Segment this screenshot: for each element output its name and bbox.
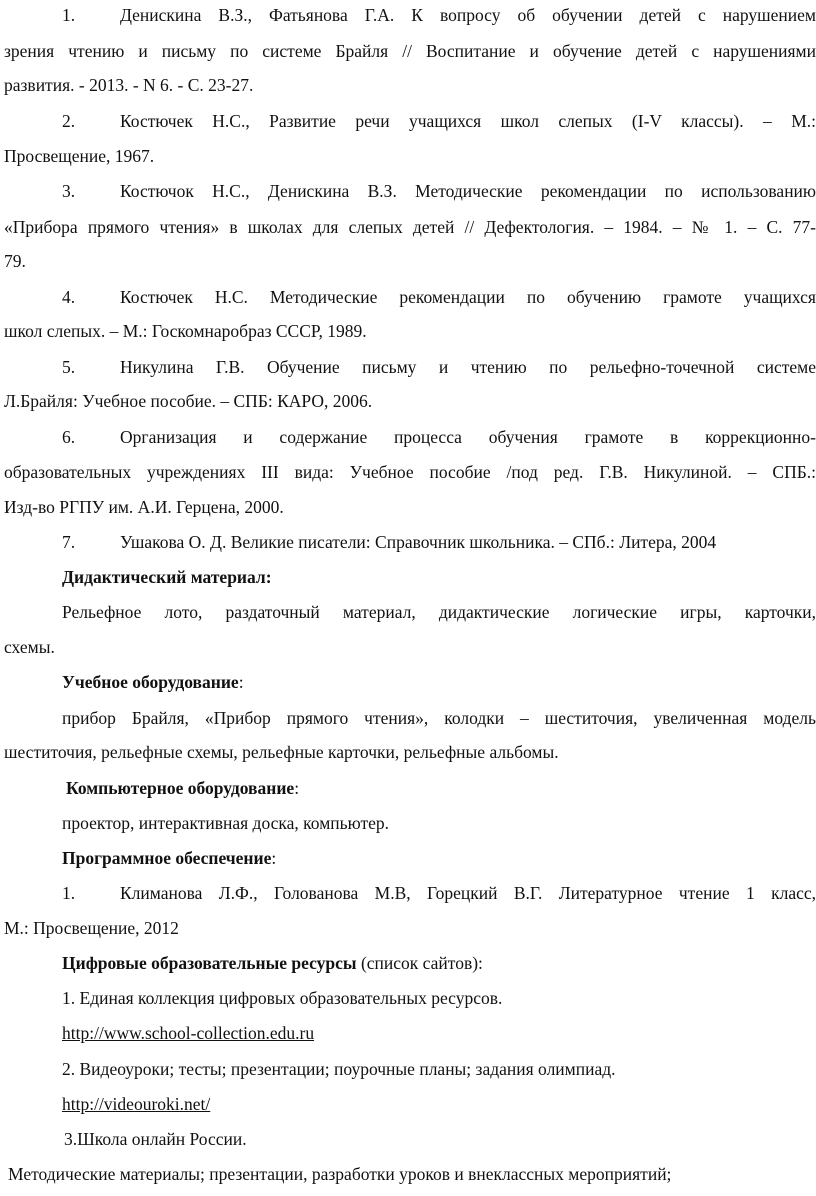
ref-6-line-3: Изд-во РГПУ им. А.И. Герцена, 2000. — [4, 497, 284, 517]
videouroki-link[interactable]: http://videouroki.net/ — [62, 1094, 211, 1114]
equipment-line-2: шеститочия, рельефные схемы, рельефные карточки, рельефные альбомы. — [4, 742, 559, 762]
software-item-line-2: М.: Просвещение, 2012 — [4, 918, 179, 938]
ref-4-line-1: Костючек Н.С. Методические рекомендации по обучению грамоте учащихся — [120, 287, 816, 307]
ref-7-line-1: Ушакова О. Д. Великие писатели: Справочник школьника. – СПб.: Литера, 2004 — [120, 532, 717, 552]
didactic-line-1: Рельефное лото, раздаточный материал, дидактические логические игры, карточки, — [62, 602, 816, 622]
ref-2-number: 2. — [62, 111, 76, 131]
ref-3-number: 3. — [62, 181, 76, 201]
school-collection-link[interactable]: http://www.school-collection.edu.ru — [62, 1023, 315, 1043]
computer-line-1: проектор, интерактивная доска, компьютер. — [62, 813, 389, 833]
ref-5-number: 5. — [62, 357, 76, 377]
didactic-line-2: схемы. — [4, 637, 55, 657]
didactic-heading: Дидактический материал: — [62, 567, 272, 587]
digital-item-2: 2. Видеоуроки; тесты; презентации; поурочные планы; задания олимпиад. — [62, 1059, 616, 1079]
ref-6-line-1: Организация и содержание процесса обучения грамоте в коррекционно- — [120, 427, 816, 447]
ref-3-line-3: 79. — [4, 251, 26, 271]
equipment-line-1: прибор Брайля, «Прибор прямого чтения», колодки – шеститочия, увеличенная модель — [62, 708, 816, 728]
software-heading: Программное обеспечение: — [62, 848, 277, 868]
software-item-number: 1. — [62, 883, 76, 903]
ref-1-line-1: Денискина В.З., Фатьянова Г.А. К вопросу об обучении детей с нарушением — [120, 5, 816, 25]
digital-item-3: 3.Школа онлайн России. — [64, 1129, 247, 1149]
ref-4-number: 4. — [62, 287, 76, 307]
ref-6-line-2: образовательных учреждениях III вида: Учебное пособие /под ред. Г.В. Никулиной. – СПБ.: — [4, 462, 816, 482]
digital-item-1: 1. Единая коллекция цифровых образовательных ресурсов. — [62, 988, 503, 1008]
ref-7-number: 7. — [62, 532, 76, 552]
ref-5-line-1: Никулина Г.В. Обучение письму и чтению по рельефно-точечной системе — [120, 357, 816, 377]
ref-2-line-2: Просвещение, 1967. — [4, 146, 155, 166]
ref-6-number: 6. — [62, 427, 76, 447]
software-item-line-1: Климанова Л.Ф., Голованова М.В, Горецкий В.Г. Литературное чтение 1 класс, — [120, 883, 816, 903]
computer-heading: Компьютерное оборудование: — [66, 778, 300, 798]
ref-1-line-2: зрения чтению и письму по системе Брайля // Воспитание и обучение детей с нарушениями — [4, 41, 816, 61]
ref-5-line-2: Л.Брайля: Учебное пособие. – СПБ: КАРО, 2006. — [4, 391, 373, 411]
ref-3-line-1: Костючок Н.С., Денискина В.З. Методические рекомендации по использованию — [120, 181, 816, 201]
ref-1-line-3: развития. - 2013. - N 6. - С. 23-27. — [4, 75, 254, 95]
ref-4-line-2: школ слепых. – М.: Госкомнаробраз СССР, 1989. — [4, 321, 367, 341]
ref-1-number: 1. — [62, 5, 76, 25]
ref-3-line-2: «Прибора прямого чтения» в школах для слепых детей // Дефектология. – 1984. – № 1. – С. 77- — [4, 217, 816, 237]
digital-item-3-description: Методические материалы; презентации, разработки уроков и внеклассных мероприятий; — [8, 1164, 672, 1184]
digital-heading: Цифровые образовательные ресурсы (список сайтов): — [62, 953, 483, 973]
equipment-heading: Учебное оборудование: — [62, 672, 244, 692]
ref-2-line-1: Костючек Н.С., Развитие речи учащихся школ слепых (I-V классы). – М.: — [120, 111, 816, 131]
